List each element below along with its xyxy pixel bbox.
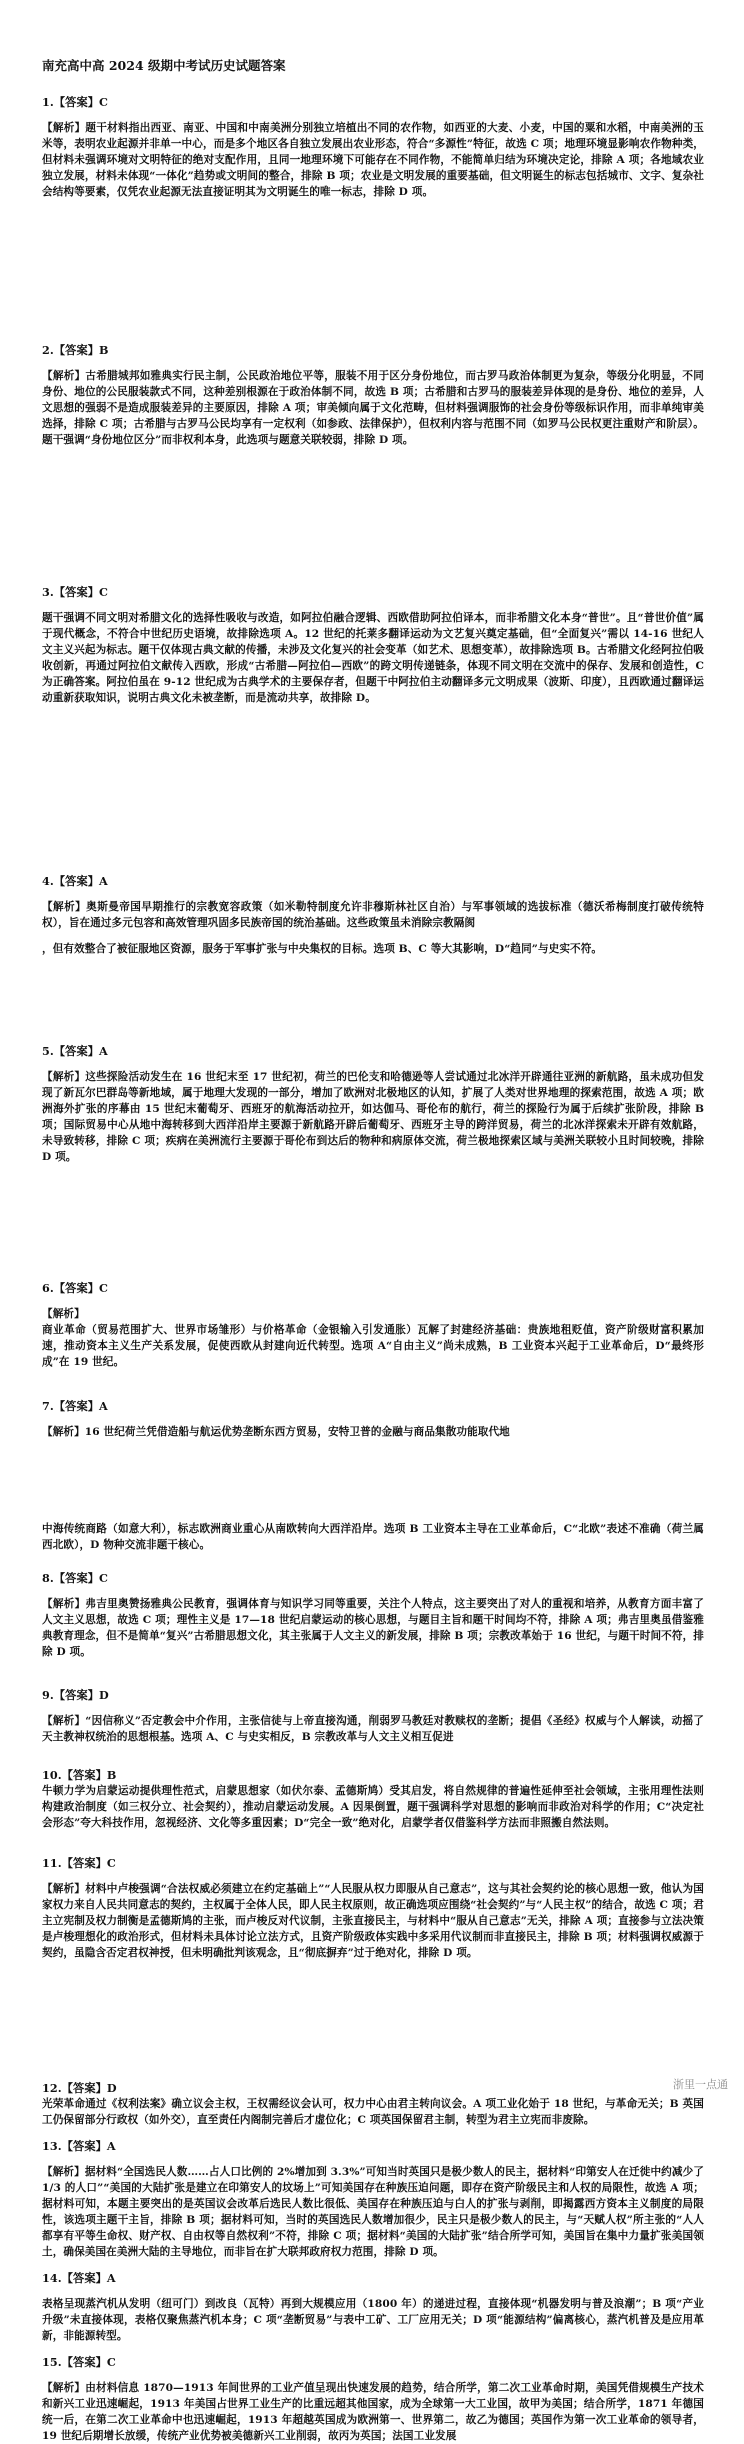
answer-block-3 bbox=[42, 584, 704, 706]
explanation-text: 【解析】“因信称义”否定教会中介作用，主张信徒与上帝直接沟通，削弱罗马教廷对教赎权的垄断；提倡《圣经》权威与个人解读，动摇了天主教神权统治的思想根基。选项 A、C 与史实相反，B 宗教改革与人文主义相互促进 bbox=[42, 1715, 704, 1743]
answer-label: 10.【答案】B bbox=[42, 1768, 117, 1782]
answer-label: 12.【答案】D bbox=[42, 2081, 117, 2095]
answer-label: 15.【答案】C bbox=[42, 2355, 116, 2369]
answer-label: 8.【答案】C bbox=[42, 1571, 109, 1585]
explanation-text: 【解析】材料中卢梭强调“合法权威必须建立在约定基础上”“人民服从权力即服从自己意志”，这与其社会契约论的核心思想一致，他认为国家权力来自人民共同意志的契约，主权属于全体人民，即人民主权原则，故正确选项应围绕“社会契约”与“人民主权”的结合，故选 C 项；君主立宪制及权力制衡是孟德斯鸠的主张，而卢梭反对代议制，主张直接民主，与材料中“服从自己意志”无关，排除 A 项；直接参与立法决策是卢梭理想化的政治形式，但材料未具体讨论立法方式，且资产阶级政体实践中多采用代议制而非直接民主，排除 B 项；材料强调权威源于契约，虽隐含否定君权神授，但未明确批判该观念，且“彻底摒弃”过于绝对化，排除 D 项。 bbox=[42, 1883, 704, 1959]
answer-block-7 bbox=[42, 1398, 704, 1440]
answer-label: 3.【答案】C bbox=[42, 585, 109, 599]
answer-label: 2.【答案】B bbox=[42, 343, 109, 357]
explanation-text-continued: 中海传统商路（如意大利），标志欧洲商业重心从南欧转向大西洋沿岸。选项 B 工业资本主导在工业革命后，C“北欧”表述不准确（荷兰属西北欧），D 物种交流非题干核心。 bbox=[42, 1523, 704, 1551]
answer-label: 9.【答案】D bbox=[42, 1688, 109, 1702]
explanation-text: 【解析】题干材料指出西亚、南亚、中国和中南美洲分别独立培植出不同的农作物，如西亚的大麦、小麦，中国的粟和水稻，中南美洲的玉米等，表明农业起源并非单一中心，而是多个地区各自独立发展出农业形态，符合“多源性”特征，故选 C 项；地理环境显影响农作物种类，但材料未强调环境对文明特征的绝对支配作用，且同一地理环境下可能存在不同作物，不能简单归结为环境决定论，排除 A 项；各地域农业独立发展，材料未体现“一体化”趋势或文明间的整合，排除 B 项；农业是文明发展的重要基础，但文明诞生的标志包括城市、文字、复杂社会结构等要素，仅凭农业起源无法直接证明其为文明诞生的唯一标志，排除 D 项。 bbox=[42, 122, 704, 198]
explanation-text: 【解析】古希腊城邦如雅典实行民主制，公民政治地位平等，服装不用于区分身份地位，而古罗马政治体制更为复杂，等级分化明显，不同身份、地位的公民服装款式不同，这种差别根源在于政治体制不同，故选 B 项；古希腊和古罗马的服装差异体现的是身份、地位的差异，人文思想的强弱不是造成服装差异的主要原因，排除 A 项；审美倾向属于文化范畴，但材料强调服饰的社会身份等级标识作用，而非单纯审美选择，排除 C 项；古希腊与古罗马公民均享有一定权利（如参政、法律保护），但权利内容与范围不同（如罗马公民权更注重财产和阶层）。题干强调“身份地位区分”而非权利本身，此选项与题意关联较弱，排除 D 项。 bbox=[42, 370, 704, 446]
answer-label: 6.【答案】C bbox=[42, 1281, 109, 1295]
explanation-text: 【解析】奥斯曼帝国早期推行的宗教宽容政策（如米勒特制度允许非穆斯林社区自治）与军事领域的选拔标准（德沃希梅制度打破传统特权），旨在通过多元包容和高效管理巩固多民族帝国的统治基础。这些政策虽未消除宗教隔阂 bbox=[42, 901, 704, 929]
explanation-text: 【解析】由材料信息 1870—1913 年间世界的工业产值呈现出快速发展的趋势，结合所学，第二次工业革命时期，美国凭借规模生产技术和新兴工业迅速崛起，1913 年美国占世界工业生产的比重远超其他国家，成为全球第一大工业国，故甲为美国；结合所学，1871 年德国统一后，在第二次工业革命中也迅速崛起，1913 年超越英国成为欧洲第一、世界第二，故乙为德国；英国作为第一次工业革命的领导者，19 世纪后期增长放缓，传统产业优势被美德新兴工业削弱，故丙为英国；法国工业发展 bbox=[42, 2382, 704, 2442]
explanation-text: 【解析】据材料“全国选民人数……占人口比例的 2%增加到 3.3%”可知当时英国只是极少数人的民主，据材料“印第安人在迁徙中约减少了 1/3 的人口”“美国的大陆扩张是建立在印第安人的坟场上”可知美国存在种族压迫问题，即存在资产阶级民主和人权的局限性，故选 A 项；据材料可知，本题主要突出的是英国议会改革后选民人数比很低、美国存在种族压迫与白人的扩张与剥削，即揭露西方资本主义制度的局限性，该选项主题干主旨，排除 B 项；据材料可知，当时的英国选民人数增加很少，民主只是极少数人的民主，与“天赋人权”所主张的“人人都享有平等生命权、财产权、自由权等自然权利”不符，排除 C 项；据材料“美国的大陆扩张”结合所学可知，美国旨在集中力量扩张美国领土，确保美国在美洲大陆的主导地位，而非旨在扩大联邦政府权力范围，排除 D 项。 bbox=[42, 2166, 704, 2258]
explanation-text: 【解析】16 世纪荷兰凭借造船与航运优势垄断东西方贸易，安特卫普的金融与商品集散功能取代地 bbox=[42, 1426, 510, 1438]
answer-label: 11.【答案】C bbox=[42, 1856, 116, 1870]
page-title: 南充高中高 2024 级期中考试历史试题答案 bbox=[42, 58, 286, 73]
answer-block-6 bbox=[42, 1280, 704, 1370]
explanation-text: 商业革命（贸易范围扩大、世界市场雏形）与价格革命（金银输入引发通胀）瓦解了封建经济基础：贵族地租贬值，资产阶级财富积累加速，推动资本主义生产关系发展，促使西欧从封建向近代转型。选项 A“自由主义”尚未成熟，B 工业资本兴起于工业革命后，D“最终形成”在 19 世纪。 bbox=[42, 1324, 704, 1368]
answer-block-12 bbox=[42, 2080, 704, 2444]
answer-label: 4.【答案】A bbox=[42, 874, 108, 888]
answer-block-2 bbox=[42, 342, 704, 448]
explanation-text: 【解析】这些探险活动发生在 16 世纪末至 17 世纪初，荷兰的巴伦支和哈德逊等人尝试通过北冰洋开辟通往亚洲的新航路，虽未成功但发现了新瓦尔巴群岛等新地域，属于地理大发现的一部分，增加了欧洲对北极地区的认知，扩展了人类对世界地理的探索范围，故选 A 项；欧洲海外扩张的序幕由 15 世纪末葡萄牙、西班牙的航海活动拉开，如达伽马、哥伦布的航行，荷兰的探险行为属于后续扩张阶段，排除 B 项；国际贸易中心从地中海转移到大西洋沿岸主要源于新航路开辟后葡萄牙、西班牙主导的跨洋贸易，荷兰的北冰洋探索未开辟有效航路，未导致转移，排除 C 项；疾病在美洲流行主要源于哥伦布到达后的物种和病原体交流，荷兰极地探索区域与美洲关联较小且时间较晚，排除 D 项。 bbox=[42, 1071, 704, 1163]
explanation-text-continued: ，但有效整合了被征服地区资源，服务于军事扩张与中央集权的目标。选项 B、C 等大其影响，D“趋同”与史实不符。 bbox=[42, 943, 603, 955]
answer-label: 14.【答案】A bbox=[42, 2271, 116, 2285]
answer-block-5 bbox=[42, 1043, 704, 1165]
answer-label: 13.【答案】A bbox=[42, 2139, 116, 2153]
answer-block-9 bbox=[42, 1687, 704, 1745]
answer-block-1 bbox=[42, 94, 704, 200]
answer-block-7-continued bbox=[42, 1521, 704, 1553]
explanation-text: 牛顿力学为启蒙运动提供理性范式，启蒙思想家（如伏尔泰、孟德斯鸠）受其启发，将自然规律的普遍性延伸至社会领域，主张用理性法则构建政治制度（如三权分立、社会契约），推动启蒙运动发展。A 因果倒置，题干强调科学对思想的影响而非政治对科学的作用；C“决定社会形态”夸大科技作用，忽视经济、文化等多重因素；D“完全一致”绝对化，启蒙学者仅借鉴科学方法而非照搬自然法则。 bbox=[42, 1785, 704, 1829]
explanation-text: 【解析】弗吉里奥赞扬雅典公民教育，强调体育与知识学习同等重要，关注个人特点，这主要突出了对人的重视和培养，从教育方面丰富了人文主义思想，故选 C 项；理性主义是 17—18 世纪启蒙运动的核心思想，与题目主旨和题干时间均不符，排除 A 项；弗吉里奥虽借鉴雅典教育理念，但不是简单“复兴”古希腊思想文化，其主张属于人文主义的新发展，排除 B 项；宗教改革始于 16 世纪，与题干时间不符，排除 D 项。 bbox=[42, 1598, 704, 1658]
explanation-label: 【解析】 bbox=[42, 1308, 85, 1320]
explanation-text: 光荣革命通过《权利法案》确立议会主权，王权需经议会认可，权力中心由君主转向议会。A 项工业化始于 18 世纪，与革命无关；B 英国工仍保留部分行政权（如外交），直至责任内阁制完善后才虚位化；C 项英国保留君主制，转型为君主立宪而非废除。 bbox=[42, 2098, 704, 2126]
answer-block-8 bbox=[42, 1570, 704, 1660]
answer-block-4 bbox=[42, 873, 704, 957]
explanation-text: 题干强调不同文明对希腊文化的选择性吸收与改造，如阿拉伯融合逻辑、西欧借助阿拉伯译本，而非希腊文化本身“普世”。且“普世价值”属于现代概念，不符合中世纪历史语境，故排除选项 A。12 世纪的托莱多翻译运动为文艺复兴奠定基础，但“全面复兴”需以 14-16 世纪人文主义兴起为标志。题干仅体现古典文献的传播，未涉及文化复兴的社会变革（如艺术、思想变革），故排除选项 B。古希腊文化经阿拉伯吸收创新，再通过阿拉伯文献传入西欧，形成“古希腊—阿拉伯—西欧”的跨文明传递链条，体现不同文明在交流中的保存、发展和创造性，C 为正确答案。阿拉伯虽在 9-12 世纪成为古典学术的主要保存者，但题干中阿拉伯主动翻译多元文明成果（波斯、印度），且西欧通过翻译运动重新获取知识，说明古典文化未被垄断，而是流动共享，故排除 D。 bbox=[42, 612, 704, 704]
explanation-text: 表格呈现蒸汽机从发明（纽可门）到改良（瓦特）再到大规模应用（1800 年）的递进过程，直接体现“机器发明与普及浪潮”；B 项“产业升级”未直接体现，表格仅聚焦蒸汽机本身；C 项“垄断贸易”与表中工矿、工厂应用无关；D 项“能源结构”偏离核心，蒸汽机普及是应用革新，非能源转型。 bbox=[42, 2298, 704, 2342]
watermark: 浙里一点通 bbox=[673, 2078, 728, 2091]
answer-label: 7.【答案】A bbox=[42, 1399, 108, 1413]
answer-block-11 bbox=[42, 1855, 704, 1961]
answer-label: 1.【答案】C bbox=[42, 95, 109, 109]
answer-label: 5.【答案】A bbox=[42, 1044, 108, 1058]
answer-block-10 bbox=[42, 1767, 704, 1831]
